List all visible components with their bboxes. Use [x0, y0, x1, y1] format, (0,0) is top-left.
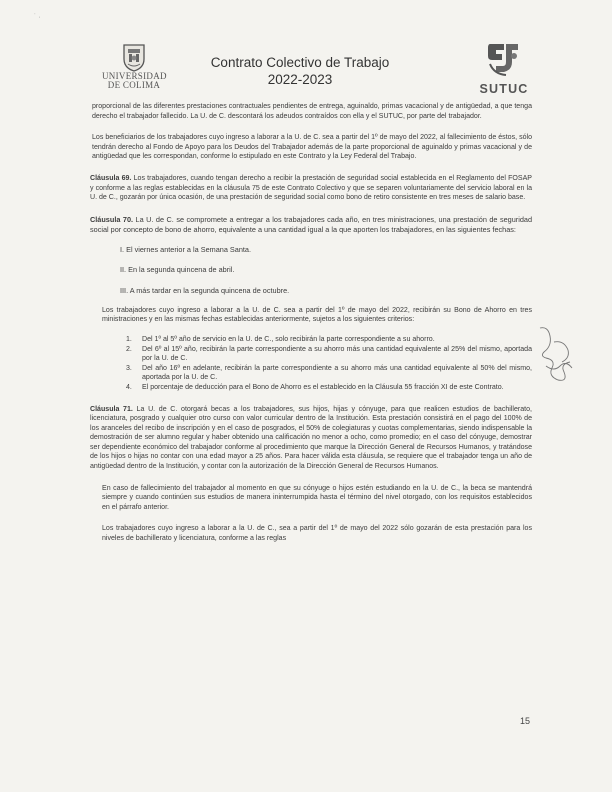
list-item-text: Del 6º al 15º año, recibirán la parte correspondiente a su ahorro más una cantidad equivalente al 25% del mismo, aportada por la U. de C. — [142, 345, 532, 363]
university-crest-icon — [120, 42, 148, 72]
clause-69-label: Cláusula 69. — [90, 174, 132, 182]
title-line2: 2022-2023 — [267, 72, 333, 87]
clause-69-text: Los trabajadores, cuando tengan derecho a recibir la prestación de seguridad social establecida en el Reglamento del FOSAP y conforme a las reglas establecidas en la cláusula 75 de este Contrato Colectivo y que se separen voluntariamente del servicio laboral en la U. de C., gozarán por única ocasión, de una prestación de seguridad social como bono de retiro consistente en tres meses de salario base. — [90, 174, 532, 202]
list-item: I. El viernes anterior a la Semana Santa. — [120, 245, 252, 255]
list-item-number: 3. — [126, 364, 132, 372]
clause-69 — [90, 174, 532, 203]
page-number: 15 — [520, 716, 531, 726]
handwritten-signature — [534, 322, 578, 388]
list-item-number: 2. — [126, 345, 132, 353]
paragraph-fallecimiento: En caso de fallecimiento del trabajador al momento en que su cónyuge o hijos estén estudiando en la U. de C., la beca se mantendrá siempre y cuando continúen sus estudios de manera ininterrumpida hasta el término del nivel otorgado, con los requisitos establecidos en el párrafo anterior. — [102, 484, 532, 511]
paragraph-continuation: proporcional de las diferentes prestaciones contractuales pendientes de entrega, aguinaldo, primas vacacional y de antigüedad, a que tenga derecho el trabajador fallecido. La U. de C. descontará los adeudos contraídos con ella y el SUTUC, por parte del trabajador. — [92, 103, 532, 120]
list-item-number: 1. — [126, 335, 132, 343]
union-emblem-icon — [484, 40, 524, 78]
paragraph-ingreso-2022: Los trabajadores cuyo ingreso a laborar a la U. de C., sea a partir del 1º de mayo del 2022 sólo gozarán de esta prestación para los niveles de bachillerato y licenciatura, conforme a las reglas — [102, 525, 532, 543]
document-title — [200, 54, 400, 88]
union-name: SUTUC — [479, 82, 529, 96]
university-name-line1: UNIVERSIDAD — [102, 71, 167, 81]
list-item-text: El porcentaje de deducción para el Bono de Ahorro es el establecido en la Cláusula 55 fracción XI de este Contrato. — [142, 383, 504, 391]
list-item — [92, 383, 532, 393]
clause-71-text: La U. de C. otorgará becas a los trabajadores, sus hijos, hijas y cónyuge, para que realicen estudios de bachillerato, licenciatura, posgrado y cualquier otro curso con valor curricular dentro de la Institución. Esta prestación consistirá en el pago del 100% de los aranceles del recibo de inscripción y en el caso de posgrados, el 50% de colegiaturas y cuotas complementarias, siendo indispensable la demostración de ser alumno regular y haber obtenido una calificación no menor a ocho, como promedio; en el caso del cónyuge, demostrar ser dependiente económico del trabajador conforme al procedimiento que marque la Dirección General de Recursos Humanos, y tratándose de los hijos o hijas no contar con una edad mayor a 25 años. Para hacer válida esta cláusula, se requiere que el trabajador tenga un año de antigüedad dentro de la Institución, y contar con la autorización de la Dirección General de Recursos Humanos. — [90, 405, 532, 471]
university-logo — [102, 42, 166, 102]
university-name-line2: DE COLIMA — [107, 80, 161, 90]
page-header — [0, 38, 612, 108]
list-item-text: Del 1º al 5º año de servicio en la U. de C., solo recibirán la parte correspondiente a su ahorro. — [142, 335, 435, 343]
list-item-text: Del año 16º en adelante, recibirán la parte correspondiente a su ahorro más una cantidad equivalente al 50% del mismo, aportada por la U. de C. — [142, 364, 532, 382]
clause-70-section — [92, 215, 532, 296]
document-body — [92, 102, 532, 544]
list-item — [92, 364, 532, 383]
list-item — [92, 345, 532, 364]
clause-70-label: Cláusula 70. — [90, 214, 134, 224]
union-logo — [474, 40, 534, 104]
paragraph-bono-ahorro: Los trabajadores cuyo ingreso a laborar a la U. de C. sea a partir del 1º de mayo del 2022, recibirán su Bono de Ahorro en tres ministraciones y en las mismas fechas establecidas anteriormente, sujetos a los siguientes criterios: — [102, 306, 532, 324]
list-item — [92, 335, 532, 345]
list-item-number: 4. — [126, 383, 132, 391]
clause-70 — [90, 215, 532, 235]
criteria-list — [92, 335, 532, 393]
title-line1: Contrato Colectivo de Trabajo — [210, 55, 390, 70]
paragraph-beneficiarios: Los beneficiarios de los trabajadores cuyo ingreso a laborar a la U. de C. sea a partir del 1º de mayo del 2022, al fallecimiento de éstos, sólo tendrán derecho al Fondo de Apoyo para los Deudos del Trabajador además de la parte proporcional de aguinaldo y primas vacacional y de antigüedad que les correspondan, conforme lo estipulado en este Contrato y la Ley Federal del Trabajo. — [92, 134, 532, 161]
clause-70-dates-list — [92, 245, 532, 296]
clause-71 — [90, 405, 532, 472]
clause-71-label: Cláusula 71. — [90, 405, 133, 413]
clause-70-text: La U. de C. se compromete a entregar a los trabajadores cada año, en tres ministraciones, una prestación de seguridad social por concepto de bono de ahorro, equivalente a una cantidad igual a la que aporten los trabajadores, en las siguientes fechas: — [90, 214, 533, 234]
list-item: III. A más tardar en la segunda quincena de octubre. — [120, 285, 290, 295]
list-item: II. En la segunda quincena de abril. — [120, 265, 235, 275]
scan-marks: ˙ · — [34, 14, 41, 21]
